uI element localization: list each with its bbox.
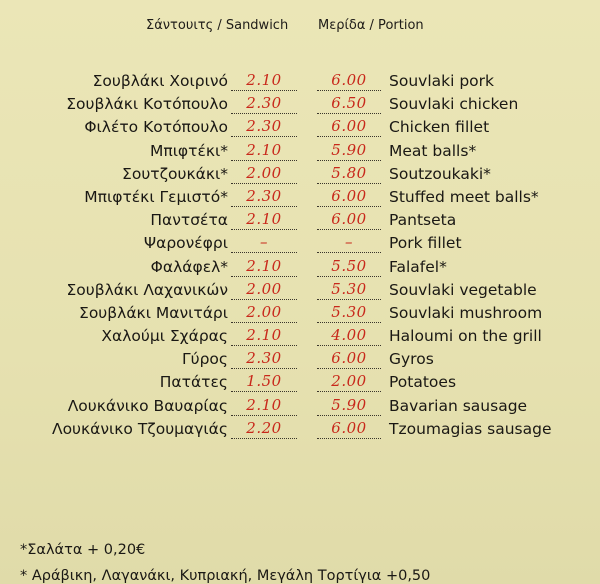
sandwich-price: 2.10 bbox=[231, 395, 297, 416]
item-name-english: Gyros bbox=[389, 350, 434, 369]
sandwich-column-header: Σάντουιτς / Sandwich bbox=[146, 18, 289, 33]
sandwich-price: 2.30 bbox=[231, 116, 297, 137]
item-name-english: Souvlaki chicken bbox=[389, 95, 519, 114]
portion-price: 5.50 bbox=[317, 256, 381, 277]
item-name-english: Chicken fillet bbox=[389, 118, 490, 137]
portion-price: 6.50 bbox=[317, 93, 381, 114]
menu-row bbox=[0, 325, 600, 348]
portion-price: 4.00 bbox=[317, 325, 381, 346]
item-name-greek: Γύρος bbox=[181, 350, 228, 369]
menu-row bbox=[0, 371, 600, 394]
item-name-english: Tzoumagias sausage bbox=[389, 419, 552, 438]
item-name-english: Potatoes bbox=[389, 373, 457, 392]
sandwich-price: 2.30 bbox=[231, 186, 297, 207]
item-name-greek: Σουβλάκι Κοτόπουλο bbox=[66, 95, 228, 114]
item-name-english: Pork fillet bbox=[389, 234, 462, 253]
portion-price: 5.90 bbox=[317, 395, 381, 416]
portion-price: 6.00 bbox=[317, 116, 381, 137]
item-name-english: Meat balls* bbox=[389, 141, 477, 160]
item-name-greek: Λουκάνικο Βαυαρίας bbox=[67, 396, 228, 415]
salad-note: *Σαλάτα + 0,20€ bbox=[20, 542, 146, 558]
sandwich-price: 2.10 bbox=[231, 140, 297, 161]
sandwich-price: – bbox=[231, 232, 297, 253]
item-name-greek: Φιλέτο Κοτόπουλο bbox=[84, 118, 228, 137]
item-name-greek: Φαλάφελ* bbox=[150, 257, 228, 276]
sandwich-price: 2.10 bbox=[231, 256, 297, 277]
portion-price: 5.30 bbox=[317, 279, 381, 300]
menu-row bbox=[0, 140, 600, 163]
menu-row bbox=[0, 348, 600, 371]
menu-row bbox=[0, 232, 600, 255]
portion-price: 5.30 bbox=[317, 302, 381, 323]
sandwich-price: 2.30 bbox=[231, 93, 297, 114]
portion-price: 2.00 bbox=[317, 371, 381, 392]
menu-row bbox=[0, 186, 600, 209]
item-name-english: Bavarian sausage bbox=[389, 396, 528, 415]
item-name-greek: Σουβλάκι Χοιρινό bbox=[92, 72, 228, 90]
sandwich-price: 2.00 bbox=[231, 163, 297, 184]
menu-row bbox=[0, 395, 600, 418]
portion-price: 6.00 bbox=[317, 186, 381, 207]
sandwich-price: 2.30 bbox=[231, 348, 297, 369]
item-name-english: Souvlaki mushroom bbox=[389, 303, 543, 322]
menu-row bbox=[0, 256, 600, 279]
item-name-english: Soutzoukaki* bbox=[389, 164, 491, 183]
item-name-greek: Παντσέτα bbox=[150, 211, 228, 230]
portion-price: 5.80 bbox=[317, 163, 381, 184]
item-name-greek: Σουβλάκι Λαχανικών bbox=[66, 280, 228, 299]
menu-row bbox=[0, 418, 600, 441]
portion-column-header: Μερίδα / Portion bbox=[318, 18, 424, 33]
item-name-greek: Πατάτες bbox=[159, 373, 228, 392]
menu-header bbox=[0, 18, 600, 38]
item-name-greek: Μπιφτέκι Γεμιστό* bbox=[84, 187, 228, 206]
extras-note: * Αράβικη, Λαγανάκι, Κυπριακή, Μεγάλη Τορτίγια +0,50 bbox=[20, 568, 431, 584]
sandwich-price: 2.10 bbox=[231, 70, 297, 91]
sandwich-price: 1.50 bbox=[231, 371, 297, 392]
item-name-english: Stuffed meet balls* bbox=[389, 187, 539, 206]
item-name-english: Pantseta bbox=[389, 211, 457, 230]
menu-row bbox=[0, 302, 600, 325]
item-name-greek: Σουτζουκάκι* bbox=[122, 164, 228, 183]
portion-price: 6.00 bbox=[317, 209, 381, 230]
portion-price: 6.00 bbox=[317, 70, 381, 91]
sandwich-price: 2.10 bbox=[231, 325, 297, 346]
sandwich-price: 2.00 bbox=[231, 279, 297, 300]
menu-row bbox=[0, 116, 600, 139]
menu-row bbox=[0, 163, 600, 186]
menu-items bbox=[0, 70, 600, 441]
sandwich-price: 2.20 bbox=[231, 418, 297, 439]
menu-row bbox=[0, 209, 600, 232]
item-name-english: Souvlaki vegetable bbox=[389, 280, 537, 299]
portion-price: 6.00 bbox=[317, 348, 381, 369]
item-name-english: Souvlaki pork bbox=[389, 72, 495, 90]
item-name-greek: Λουκάνικο Τζουμαγιάς bbox=[51, 419, 228, 438]
item-name-greek: Μπιφτέκι* bbox=[149, 141, 228, 160]
menu-row bbox=[0, 70, 600, 93]
menu-row bbox=[0, 93, 600, 116]
item-name-greek: Σουβλάκι Μανιτάρι bbox=[79, 303, 228, 322]
sandwich-price: 2.00 bbox=[231, 302, 297, 323]
sandwich-price: 2.10 bbox=[231, 209, 297, 230]
item-name-english: Falafel* bbox=[389, 257, 447, 276]
menu-row bbox=[0, 279, 600, 302]
portion-price: 6.00 bbox=[317, 418, 381, 439]
portion-price: – bbox=[317, 232, 381, 253]
item-name-greek: Χαλούμι Σχάρας bbox=[101, 327, 228, 346]
item-name-english: Haloumi on the grill bbox=[389, 327, 542, 346]
item-name-greek: Ψαρονέφρι bbox=[143, 234, 228, 253]
portion-price: 5.90 bbox=[317, 140, 381, 161]
